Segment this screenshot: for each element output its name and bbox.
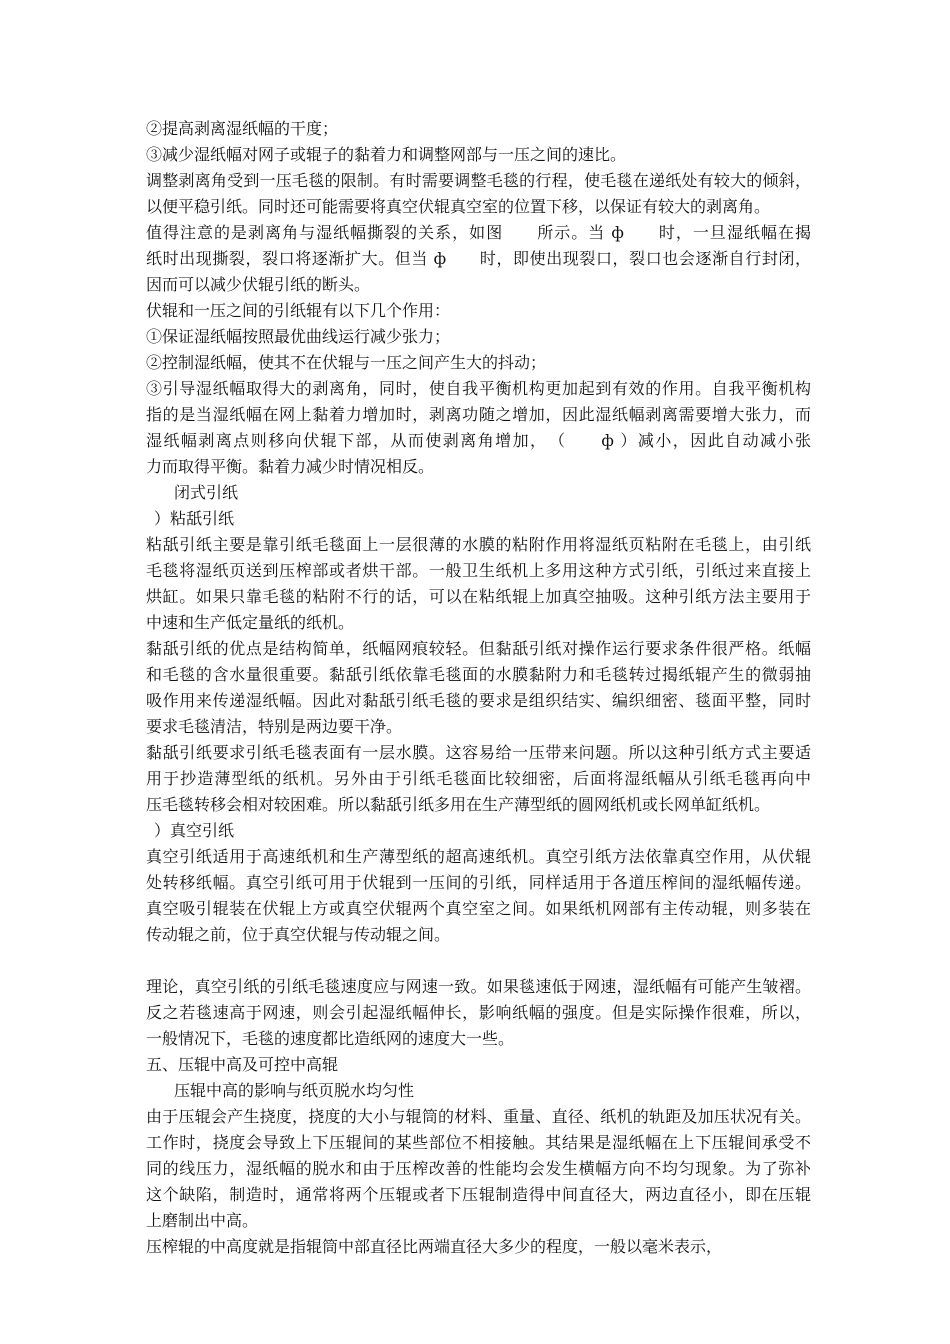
text-line: 处转移纸幅。真空引纸可用于伏辊到一压间的引纸，同样适用于各道压榨间的湿纸幅传递。 — [146, 873, 811, 892]
text-line: 和毛毯的含水量很重要。黏舐引纸依靠毛毯面的水膜黏附力和毛毯转过揭纸辊产生的微弱抽 — [146, 665, 811, 684]
text-line: 指的是当湿纸幅在网上黏着力增加时，剥离功随之增加，因此湿纸幅剥离需要增大张力，而 — [146, 405, 811, 424]
text-line: 闭式引纸 — [174, 483, 239, 502]
text-line: ②提高剥离湿纸幅的干度； — [146, 119, 339, 138]
text-line: 毛毯将湿纸页送到压榨部或者烘干部。一般卫生纸机上多用这种方式引纸，引纸过来直接上 — [146, 561, 811, 580]
text-line: 黏舐引纸要求引纸毛毯表面有一层水膜。这容易给一压带来问题。所以这种引纸方式主要适 — [146, 743, 811, 762]
text-line: 烘缸。如果只靠毛毯的粘附不行的话，可以在粘纸辊上加真空抽吸。这种引纸方法主要用于 — [146, 587, 811, 606]
text-line: 值得注意的是剥离角与湿纸幅撕裂的关系，如图 所示。当 ф 时，一旦湿纸幅在揭 — [146, 223, 811, 242]
text-line: ③减少湿纸幅对网子或辊子的黏着力和调整网部与一压之间的速比。 — [146, 145, 627, 164]
document-body — [146, 116, 811, 1260]
text-line: 上磨制出中高。 — [146, 1211, 259, 1230]
text-line: 要求毛毯清洁，特别是两边要干净。 — [146, 717, 403, 736]
text-line: ①保证湿纸幅按照最优曲线运行减少张力； — [146, 327, 451, 346]
text-line: ）粘舐引纸 — [154, 509, 235, 528]
text-line: 一般情况下，毛毯的速度都比造纸网的速度大一些。 — [146, 1029, 515, 1048]
text-line: 真空引纸适用于高速纸机和生产薄型纸的超高速纸机。真空引纸方法依靠真空作用，从伏辊 — [146, 847, 811, 866]
text-line: 反之若毯速高于网速，则会引起湿纸幅伸长，影响纸幅的强度。但是实际操作很难，所以， — [146, 1003, 811, 1022]
text-line: 同的线压力，湿纸幅的脱水和由于压榨改善的性能均会发生横幅方向不均匀现象。为了弥补 — [146, 1159, 811, 1178]
text-line: 压辊中高的影响与纸页脱水均匀性 — [174, 1081, 415, 1100]
text-line: 黏舐引纸的优点是结构简单，纸幅网痕较轻。但黏舐引纸对操作运行要求条件很严格。纸幅 — [146, 639, 811, 658]
text-line: 这个缺陷，制造时，通常将两个压辊或者下压辊制造得中间直径大，两边直径小，即在压辊 — [146, 1185, 811, 1204]
blank-line — [146, 948, 811, 974]
text-line: 纸时出现撕裂，裂口将逐渐扩大。但当 ф 时，即使出现裂口，裂口也会逐渐自行封闭， — [146, 249, 811, 268]
text-line: 由于压辊会产生挠度，挠度的大小与辊筒的材料、重量、直径、纸机的轨距及加压状况有关。 — [146, 1107, 811, 1126]
text-line: 以便平稳引纸。同时还可能需要将真空伏辊真空室的位置下移，以保证有较大的剥离角。 — [146, 197, 771, 216]
text-line: 传动辊之前，位于真空伏辊与传动辊之间。 — [146, 925, 451, 944]
text-line: 力而取得平衡。黏着力减少时情况相反。 — [146, 457, 435, 476]
text-line: 伏辊和一压之间的引纸辊有以下几个作用： — [146, 301, 451, 320]
text-line: 真空吸引辊装在伏辊上方或真空伏辊两个真空室之间。如果纸机网部有主传动辊，则多装在 — [146, 899, 811, 918]
text-line: 压榨辊的中高度就是指辊筒中部直径比两端直径大多少的程度，一般以毫米表示， — [146, 1237, 723, 1256]
text-line: 压毛毯转移会相对较困难。所以黏舐引纸多用在生产薄型纸的圆网纸机或长网单缸纸机。 — [146, 795, 771, 814]
text-line: 粘舐引纸主要是靠引纸毛毯面上一层很薄的水膜的粘附作用将湿纸页粘附在毛毯上，由引纸 — [146, 535, 811, 554]
text-line: 吸作用来传递湿纸幅。因此对黏舐引纸毛毯的要求是组织结实、编织细密、毯面平整，同时 — [146, 691, 811, 710]
text-line: ③引导湿纸幅取得大的剥离角，同时，使自我平衡机构更加起到有效的作用。自我平衡机构 — [146, 379, 811, 398]
text-line: 用于抄造薄型纸的纸机。另外由于引纸毛毯面比较细密，后面将湿纸幅从引纸毛毯再向中 — [146, 769, 811, 788]
text-line: ）真空引纸 — [154, 821, 235, 840]
text-line: 中速和生产低定量纸的纸机。 — [146, 613, 355, 632]
text-line: 五、压辊中高及可控中高辊 — [146, 1055, 339, 1074]
text-line: 理论，真空引纸的引纸毛毯速度应与网速一致。如果毯速低于网速，湿纸幅有可能产生皱褶。 — [146, 977, 811, 996]
text-line: 湿纸幅剥离点则移向伏辊下部，从而使剥离角增加， （ ф ）减小，因此自动减小张 — [146, 431, 811, 450]
text-line: ②控制湿纸幅，使其不在伏辊与一压之间产生大的抖动； — [146, 353, 547, 372]
text-line: 工作时，挠度会导致上下压辊间的某些部位不相接触。其结果是湿纸幅在上下压辊间承受不 — [146, 1133, 811, 1152]
text-line: 调整剥离角受到一压毛毯的限制。有时需要调整毛毯的行程，使毛毯在递纸处有较大的倾斜， — [146, 171, 811, 190]
text-line: 因而可以减少伏辊引纸的断头。 — [146, 275, 371, 294]
